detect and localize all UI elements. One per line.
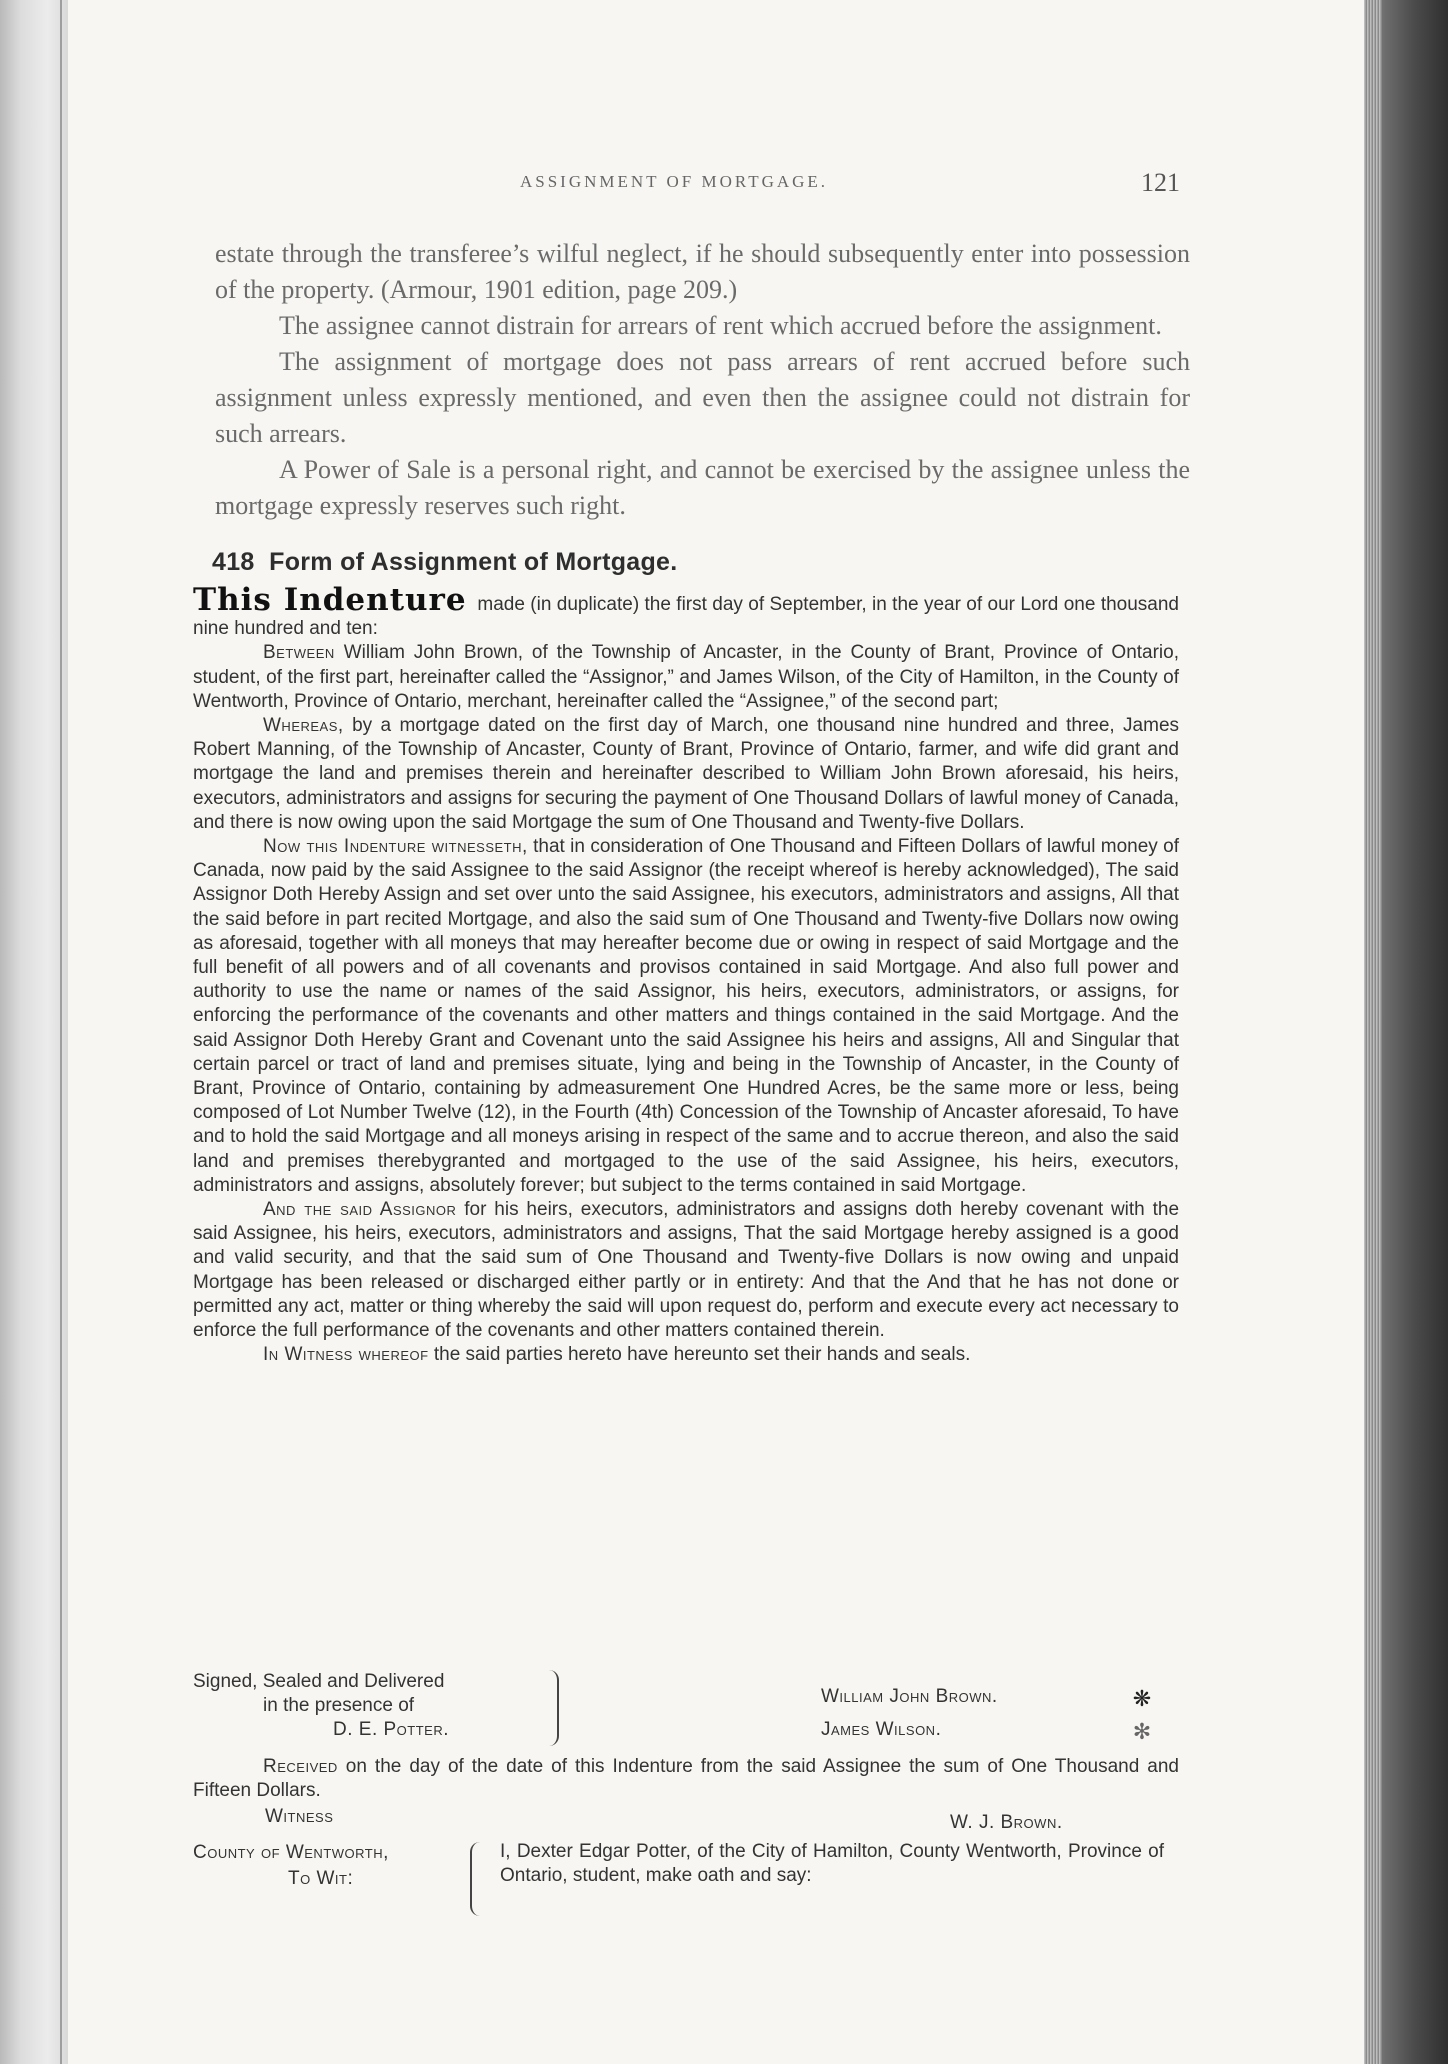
signer-name: William John Brown.	[821, 1686, 998, 1707]
page-number: 121	[1141, 168, 1180, 197]
prose-paragraph: A Power of Sale is a personal right, and cannot be exercised by the assignee unless the mortgage expressly reserves such right.	[215, 455, 1190, 520]
deed-lead: Between	[263, 642, 335, 664]
receipt-lead: Received	[263, 1756, 338, 1777]
deed-form	[193, 582, 1180, 1368]
section-number: 418	[212, 548, 255, 576]
prose-paragraph: The assignee cannot distrain for arrears of rent which accrued before the assignment.	[279, 311, 1162, 340]
receipt-paragraph	[193, 1755, 1179, 1803]
left-page-edge	[0, 0, 68, 2064]
gutter-line	[60, 0, 62, 2064]
deed-paragraph	[193, 1343, 1179, 1367]
deed-lead: And the said Assignor	[263, 1199, 457, 1221]
section-title: Form of Assignment of Mortgage.	[269, 548, 678, 576]
prose-paragraph: estate through the transferee’s wilful neglect, if he should subsequently enter into possession of the property. (Armour, 1901 edition, page 209.)	[215, 239, 1190, 304]
signed-sealed-line: Signed, Sealed and Delivered	[193, 1671, 445, 1692]
presence-line: in the presence of	[263, 1695, 415, 1716]
receipt-witness-label: Witness	[265, 1806, 334, 1827]
signer-name: James Wilson.	[821, 1719, 942, 1740]
seal-icon: ✻	[1132, 1719, 1152, 1744]
seal-icon: ❋	[1132, 1686, 1152, 1711]
receipt	[193, 1755, 1179, 1803]
deed-lead: In Witness whereof	[263, 1344, 429, 1366]
brace-right	[547, 1670, 559, 1746]
deed-text: made (in duplicate) the first day of September, in the year of our Lord one thousand nine hundred and ten:	[193, 594, 1179, 640]
deed-opening	[193, 582, 1179, 641]
right-page-edge	[1364, 0, 1448, 2064]
brace-left	[470, 1842, 482, 1916]
to-wit: To Wit:	[288, 1868, 354, 1889]
prose-block	[215, 236, 1190, 524]
receipt-text: on the day of the date of this Indenture from the said Assignee the sum of One Thousand and Fifteen Dollars.	[193, 1756, 1180, 1801]
county-venue	[193, 1840, 389, 1892]
receipt-signer: W. J. Brown.	[950, 1812, 1063, 1833]
deed-lead: Now this Indenture witnesseth,	[263, 836, 528, 858]
deed-paragraph	[193, 714, 1179, 835]
prose-paragraph: The assignment of mortgage does not pass arrears of rent accrued before such assignment unless expressly mentioned, and even then the assignee could not distrain for such arrears.	[215, 347, 1190, 448]
oath	[500, 1840, 1164, 1888]
deed-text: William John Brown, of the Township of Ancaster, in the County of Brant, Province of Ontario, student, of the first part, hereinafter called the “Assignor,” and James Wilson, of the City of Hamilton, in the County of Wentworth, Province of Ontario, merchant, hereinafter called the “Assignee,” of the second part;	[193, 642, 1179, 712]
county-name: County of Wentworth,	[193, 1842, 389, 1863]
oath-text: I, Dexter Edgar Potter, of the City of Hamilton, County Wentworth, Province of Ontario, student, make oath and say:	[500, 1841, 1164, 1886]
section-heading	[212, 548, 678, 577]
running-head: ASSIGNMENT OF MORTGAGE.	[520, 172, 829, 191]
deed-paragraph	[193, 641, 1179, 714]
deed-text: by a mortgage dated on the first day of March, one thousand nine hundred and three, James Robert Manning, of the Township of Ancaster, County of Brant, Province of Ontario, farmer, and wife did grant and mortgage the land and premises therein and hereinafter described to William John Brown aforesaid, his heirs, executors, administrators and assigns for securing the payment of One Thousand Dollars of lawful money of Canada, and there is now owing upon the said Mortgage the sum of One Thousand and Twenty-five Dollars.	[193, 715, 1180, 833]
page-stack	[1364, 0, 1382, 2064]
deed-lead: Whereas,	[263, 715, 344, 737]
opening-words: This Indenture	[193, 582, 467, 618]
signature-block	[193, 1670, 1179, 1760]
witness-lines	[193, 1670, 449, 1742]
deed-paragraph	[193, 1198, 1179, 1343]
deed-paragraph	[193, 835, 1179, 1198]
signers	[821, 1680, 998, 1746]
deed-text: that in consideration of One Thousand and Fifteen Dollars of lawful money of Canada, now paid by the said Assignee to the said Assignor (the receipt whereof is hereby acknowledged), The said Assignor Doth Hereby Assign and set over unto the said Assignee, his executors, administrators and assigns, All that the said before in part recited Mortgage, and also the said sum of One Thousand and Twenty-five Dollars now owing as aforesaid, together with all moneys that may hereafter become due or owing in respect of said Mortgage and the full benefit of all powers and of all covenants and provisos contained in said Mortgage. And also full power and authority to use the name or names of the said Assignor, his heirs, executors, administrators, or assigns, for enforcing the performance of the covenants and other matters and things contained in the said Mortgage. And the said Assignor Doth Hereby Grant and Covenant unto the said Assignee his heirs and assigns, All and Singular that certain parcel or tract of land and premises situate, lying and being in the Township of Ancaster, in the County of Brant, Province of Ontario, containing by admeasurement One Hundred Acres, be the same more or less, being composed of Lot Number Twelve (12), in the Fourth (4th) Concession of the Township of Ancaster aforesaid, To have and to hold the said Mortgage and all moneys arising in respect of the same and to accrue thereon, and also the said land and premises therebygranted and mortgaged to the use of the said Assignee, his heirs, executors, administrators and assigns, absolutely forever; but subject to the terms contained in said Mortgage.	[193, 836, 1179, 1196]
witness-name: D. E. Potter.	[333, 1719, 450, 1740]
deed-text: the said parties hereto have hereunto set their hands and seals.	[433, 1344, 971, 1366]
deed-text: for his heirs, executors, administrators and assigns doth hereby covenant with the said Assignee, his heirs, executors, administrators and assigns, That the said Mortgage hereby assigned is a good and valid security, and that the said sum of One Thousand and Twenty-five Dollars is now owing and unpaid Mortgage has been released or discharged either partly or in entirety: And that the And that he has not done or permitted any act, matter or thing whereby the said will upon request do, perform and execute every act necessary to enforce the full performance of the covenants and other matters contained therein.	[193, 1199, 1180, 1342]
